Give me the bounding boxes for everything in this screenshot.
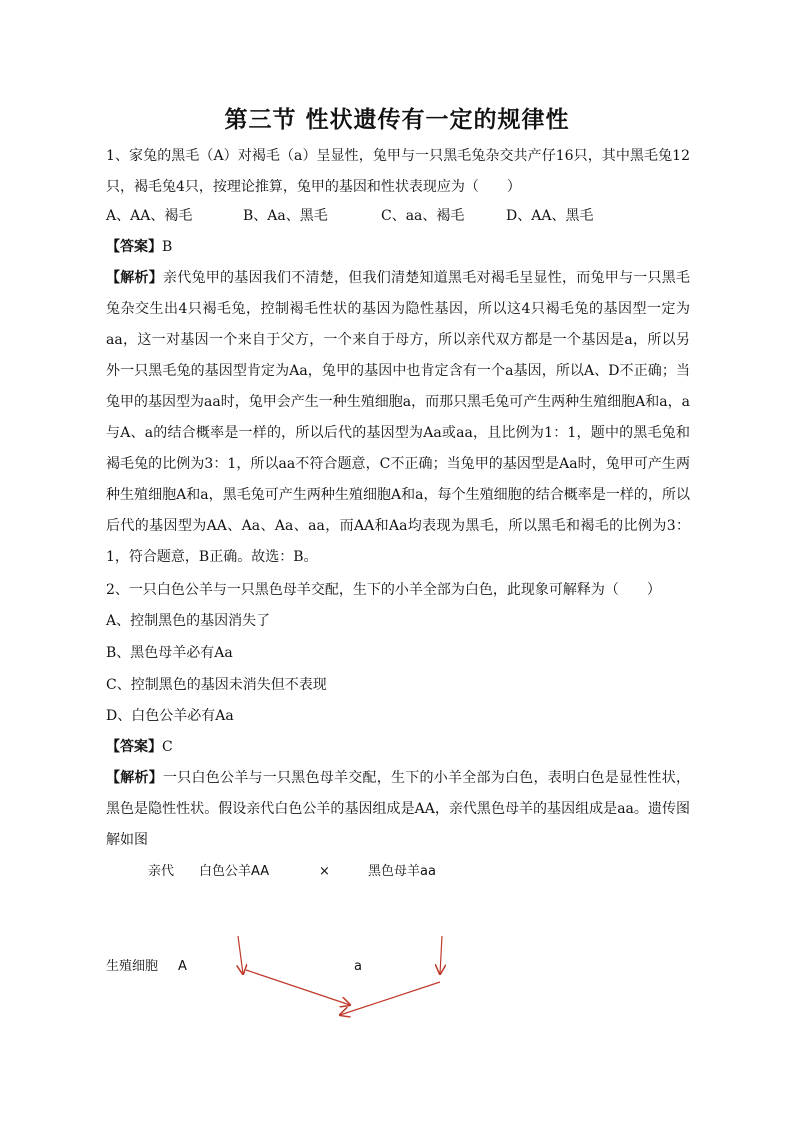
arrow-male-gamete-to-offspring <box>246 970 350 1005</box>
q2-option-b: B、黑色母羊必有Aa <box>106 645 233 661</box>
q1-analysis-text: 亲代兔甲的基因我们不清楚，但我们清楚知道黑毛对褐毛呈显性，而兔甲与一只黑毛兔杂交生出4只褐毛兔，控制褐毛性状的基因为隐性基因，所以这4只褐毛兔的基因型一定为aa，这一对基因一个来自于父方，一个来自于母方，所以亲代双方都是一个基因是a，所以另外一只黑毛兔的基因型肯定为Aa，兔甲的基因中也肯定含有一个a基因，所以A、D不正确；当兔甲的基因型为aa时，兔甲会产生一种生殖细胞a，而那只黑毛兔可产生两种生殖细胞A和a，a与A、a的结合概率是一样的，所以后代的基因型为Aa或aa，且比例为1：1，题中的黑毛兔和褐毛兔的比例为3：1，所以aa不符合题意，C不正确；当兔甲的基因型是Aa时，兔甲可产生两种生殖细胞A和a，黑毛兔可产生两种生殖细胞A和a，每个生殖细胞的结合概率是一样的，所以后代的基因型为AA、Aa、Aa、aa，而AA和Aa均表现为黑毛，所以黑毛和褐毛的比例为3：1，符合题意，B正确。故选：B。 <box>106 270 690 565</box>
page-title: 第三节 性状遗传有一定的规律性 <box>224 106 570 133</box>
diagram-parents-label: 亲代 <box>148 864 175 879</box>
diagram-cross-symbol: × <box>319 864 330 879</box>
diagram-gamete-male: A <box>178 959 187 974</box>
q2-option-a: A、控制黑色的基因消失了 <box>106 613 271 629</box>
q1-option-c: C、aa、褐毛 <box>381 208 465 224</box>
q2-option-c: C、控制黑色的基因未消失但不表现 <box>106 677 327 693</box>
diagram-female-parent: 黑色母羊aa <box>368 864 436 879</box>
q2-option-d: D、白色公羊必有Aa <box>106 708 234 724</box>
arrow-female-to-gamete <box>440 936 442 974</box>
q2-answer-value: C <box>162 739 173 755</box>
q1-answer-value: B <box>162 239 173 255</box>
arrow-male-to-gamete <box>238 936 243 974</box>
diagram-gamete-female: a <box>354 959 362 974</box>
q1-option-b: B、Aa、黑毛 <box>243 208 328 224</box>
q2-answer-tag: 【答案】 <box>106 739 162 755</box>
diagram-male-parent: 白色公羊AA <box>199 864 270 879</box>
q2-analysis-tag: 【解析】 <box>106 770 163 786</box>
q2-stem: 2、一只白色公羊与一只黑色母羊交配，生下的小羊全部为白色，此现象可解释为（ ） <box>106 582 661 598</box>
arrow-female-gamete-to-offspring <box>340 982 440 1015</box>
diagram-gamete-label: 生殖细胞 <box>106 959 159 974</box>
q2-analysis-text: 一只白色公羊与一只黑色母羊交配，生下的小羊全部为白色，表明白色是显性性状，黑色是隐性性状。假设亲代白色公羊的基因组成是AA，亲代黑色母羊的基因组成是aa。遗传图解如图 <box>106 770 690 848</box>
q1-stem: 1、家兔的黑毛（A）对褐毛（a）呈显性，兔甲与一只黑毛兔杂交共产仔16只，其中黑毛兔12只，褐毛兔4只，按理论推算，兔甲的基因和性状表现应为（ ） <box>106 148 690 195</box>
q1-answer-tag: 【答案】 <box>106 239 162 255</box>
q1-option-a: A、AA、褐毛 <box>106 208 193 224</box>
q1-option-d: D、AA、黑毛 <box>506 208 594 224</box>
q1-analysis-tag: 【解析】 <box>106 270 163 286</box>
